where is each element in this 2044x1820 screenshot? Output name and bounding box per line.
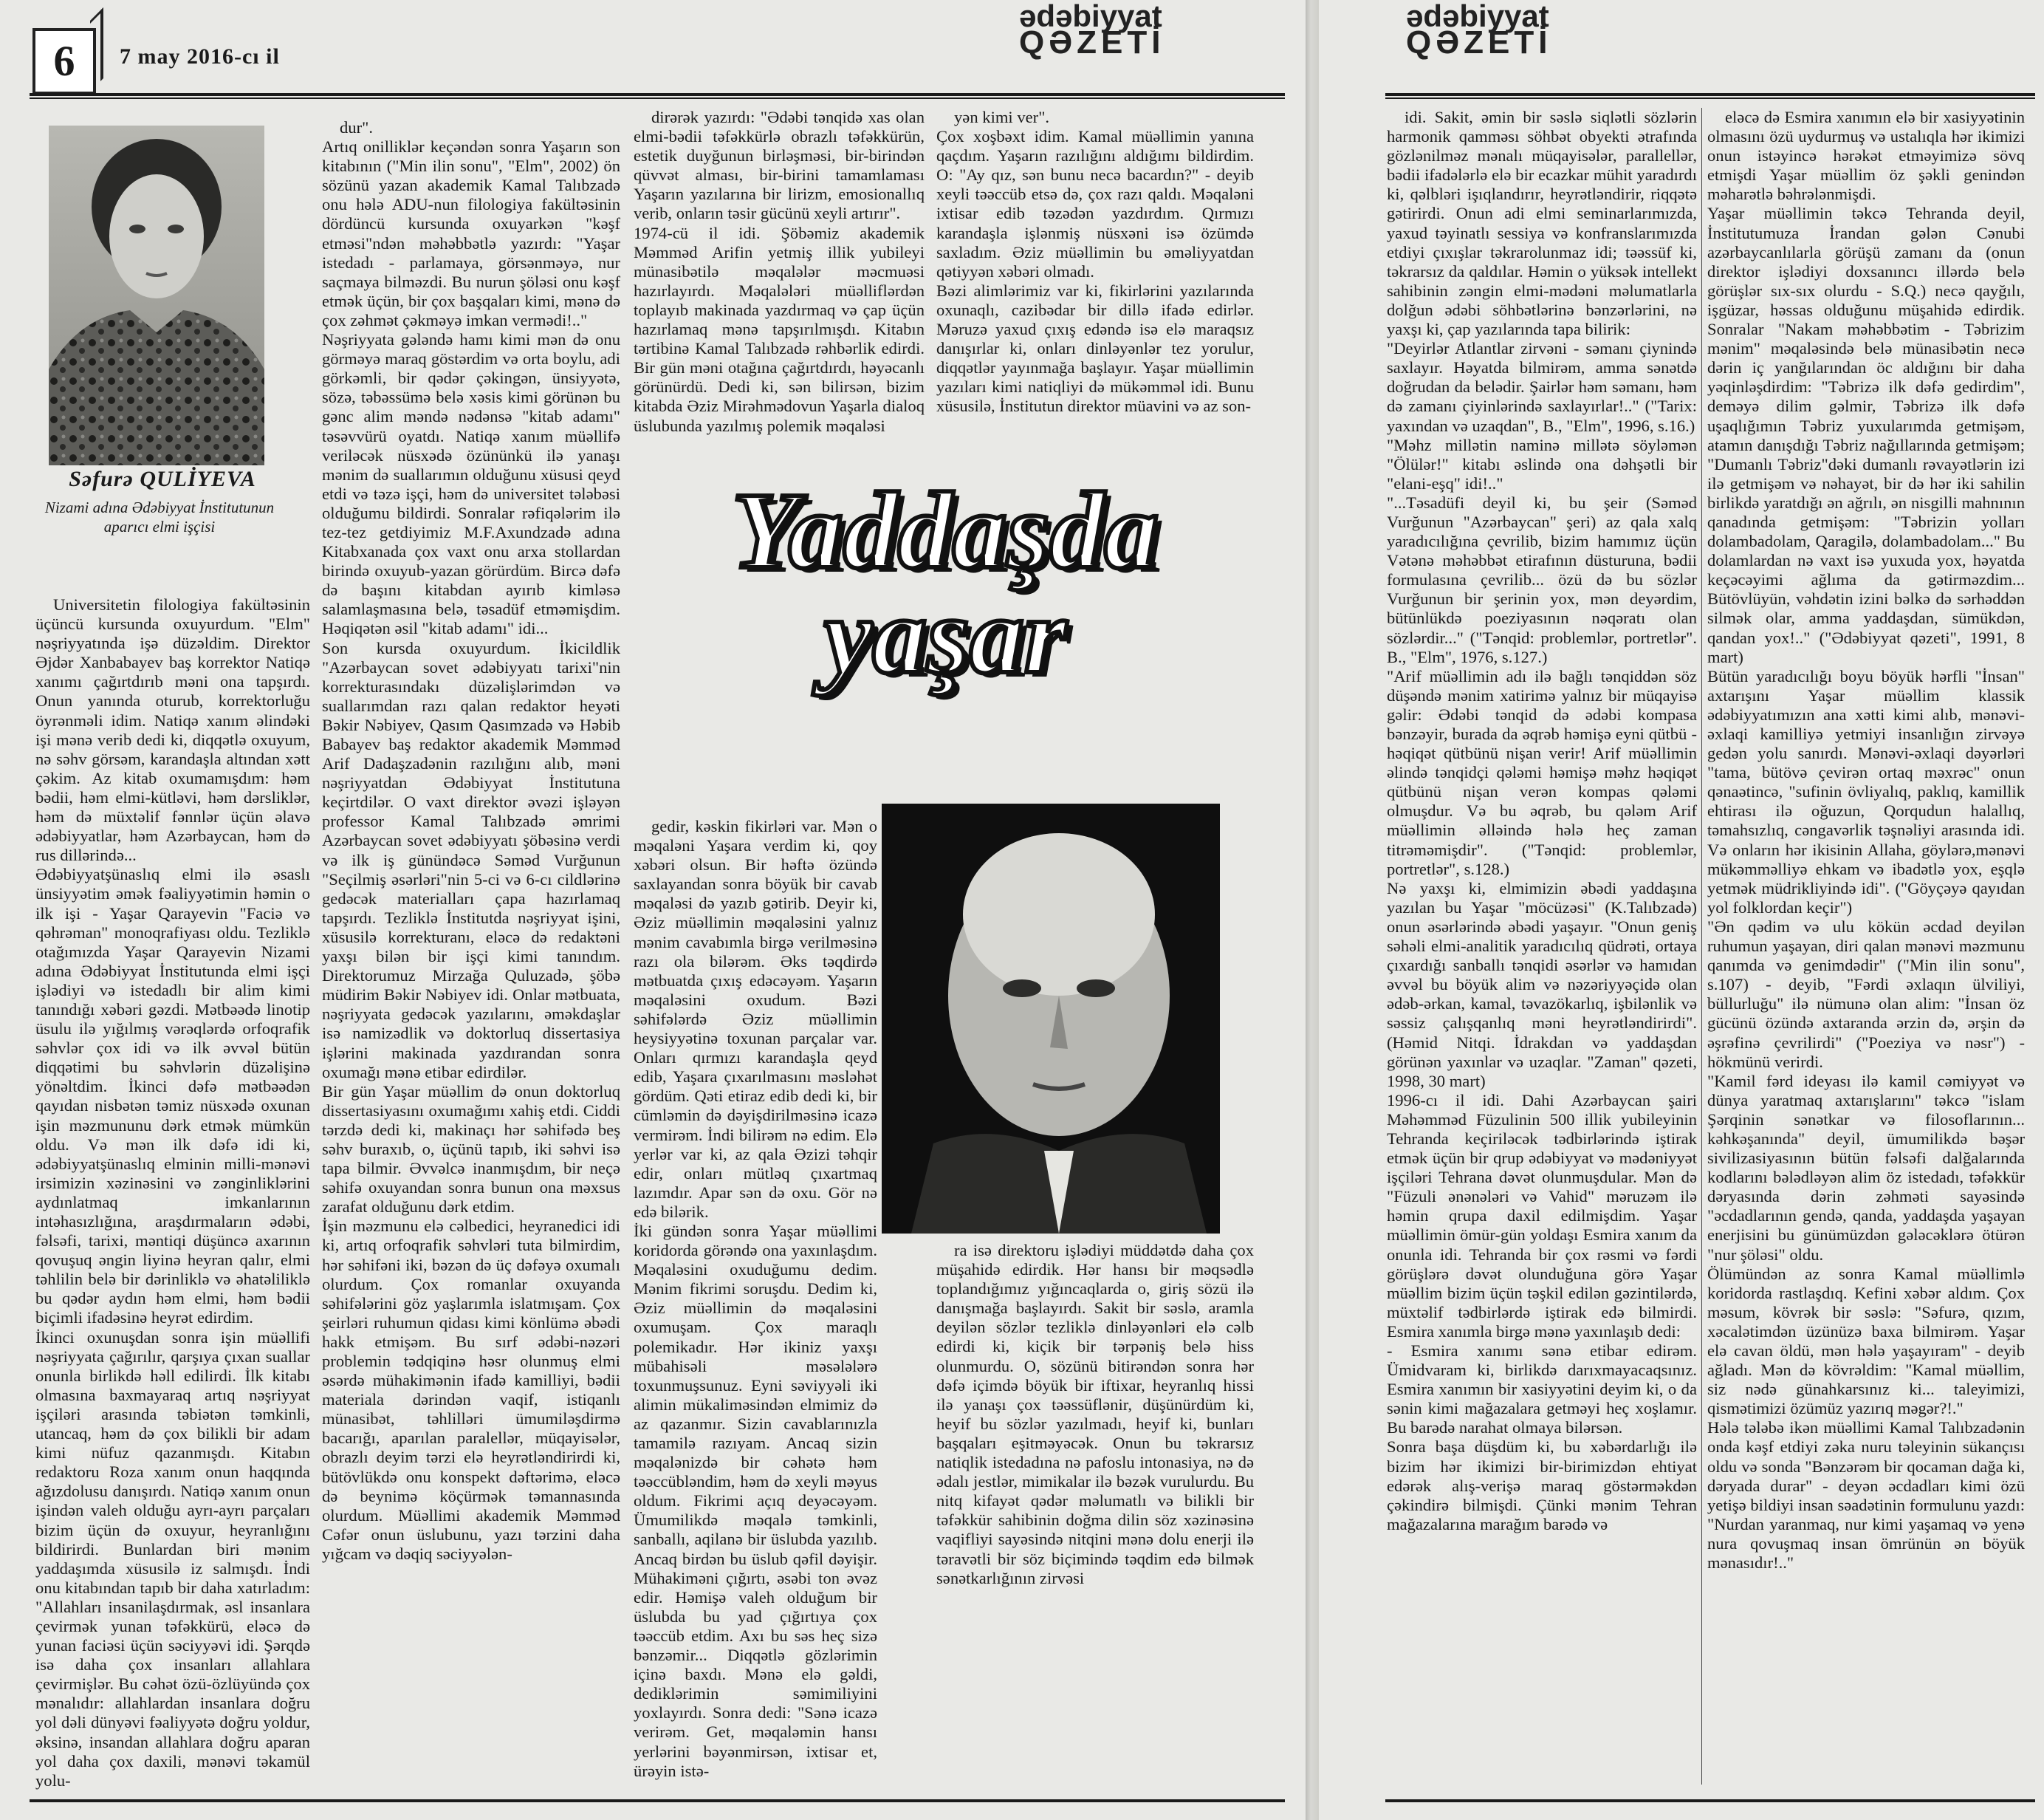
headline-line2: yaşar [823, 575, 1067, 697]
author-role [41, 498, 278, 536]
article-column-1 [35, 595, 310, 1790]
page-gutter [1306, 0, 1319, 1820]
article-column-6 [1707, 108, 2025, 1785]
masthead-logo-right [1406, 0, 1552, 61]
article-column-4-top [936, 108, 1254, 477]
right-newspaper-page [1319, 0, 2044, 1820]
masthead-right-line1: ədəbiyyat [1406, 0, 1549, 33]
masthead-line2: QƏZETİ [1019, 24, 1165, 61]
column-3-top-text: dirərək yazırdı: "Ədəbi tənqidə xas olan elmi-bədii təfəkkürlə obrazlı təfəkkürün, estetik duyğunun birləşməsi, bir-birindən qüvvət alması, bir-birini tamamlaması Yaşarın yazılarına bir lirizm, emosionallıq verib, onların təsir gücünü xeyli artırır". 1974-cü il idi. Şöbəmiz akademik Məmməd Arifin yetmiş illik yubileyi münasibətilə məqalələr məcmuəsi hazırlayırdı. Məqalələri müəlliflərdən toplayıb makinada yazdırmaq və çap üçün hazırlamaq mənə tapşırılmışdı. Kitabın tərtibinə Kamal Talıbzadə rəhbərlik edirdi. Bir gün məni otağına çağırtdırdı, həyəcanlı görünürdü. Dedi ki, sən bilirsən, bizim kitabda Əziz Mirəhmədovun Yaşarla dialoq üslubunda yazılmış polemik məqaləsi [634, 108, 925, 435]
column-1-text: Universitetin filologiya fakültəsinin üçüncü kursunda oxuyurdum. "Elm" nəşriyyatında işə düzəldim. Direktor Əjdər Xanbabayev baş korrektor Natiqə xanımı çağırtdırıb məni ona tapşırdı. Onun yanında oturub, korrektorluğu öyrənməli idim. Natiqə xanım əlindəki işi mənə verib dedi ki, diqqətlə oxuyum, nə səhv görsəm, karandaşla altından xətt çəkim. Az kitab oxumamışdım: həm bədii, həm elmi-kütləvi, həm dərsliklər, həm də müxtəlif fənnlər üçün əlavə ədəbiyyatlar, həm Azərbaycan, həm də rus dillərində... Ədəbiyyatşünaslıq elmi ilə əsaslı ünsiyyətim əmək fəaliyyətimin həmin o ilk işi - Yaşar Qarayevin "Faciə və qəhrəman" monoqrafiyası oldu. Tezliklə otağımızda Yaşar Qarayevin Nizami adına Ədəbiyyat İnstitutunda elmi işçi işlədiyi və istedadlı bir alim kimi tanındığı xəbəri gəzdi. Mətbəədə linotip üsulu ilə yığılmış vərəqlərdə orfoqrafik səhvlər çox idi və ilk əvvəl bütün diqqətimi bu səhvlərin düzəlişinə yönəltdim. İkinci dəfə mətbəədən qayıdan nisbətən təmiz nüsxədə oxunan işin məzmununu dərk etmək mümkün oldu. Və mən ilk dəfə idi ki, ədəbiyyatşünaslıq elminin milli-mənəvi irsimizin xəzinəsini və zənginliklərini aydınlatmaq imkanlarının intəhasızlığına, araşdırmaların ədəbi, fəlsəfi, tarixi, məntiqi düşüncə axarının qovuşuq əngin liyinə heyran qalır, elmi təhlilin belə bir dərinliklə və əhatəliliklə bu qədər aydın həm elmi, həm bədii biçimli ifadəsinə heyrət edirdim. İkinci oxunuşdan sonra işin müəllifi nəşriyyata çağırılır, qarşıya çıxan suallar onunla birlikdə həll edilirdi. İlk kitabı olmasına baxmayaraq artıq nəşriyyat işçiləri arasında təbiətən təmkinli, utancaq, həm də çox bilikli bir adam kimi nüfuz qazanmışdı. Kitabın redaktoru Roza xanım onun haqqında ağızdolusu danışırdı. Natiqə xanım onun işindən valeh olduğu ayrı-ayrı parçaları bizim üçün də oxuyur, heyranlığını bildirirdi. Bunlardan biri mənim yaddaşımda xüsusilə iz salmışdı. İndi onu kitabından tapıb bir daha xatırladım: "Allahları insanilaşdırmak, əsl insanlara çevirmək yunan təfəkkürü, eləcə də yunan faciəsi üçün səciyyəvi idi. Şərqdə isə daha çox insanları allahlara çevirmişlər. Bu cəhət özü-özlüyündə çox mənalıdır: allahlardan insanlara doğru yol dəli dünyəvi fəaliyyətə doğru yoldur, əksinə, insandan allahlara doğru aparan yol daha çox daxili, mənəvi təkamül yolu- [35, 595, 310, 1790]
page-number: 6 [53, 37, 75, 85]
header-rule [30, 93, 1285, 96]
column-6-text: eləcə də Esmira xanımın elə bir xasiyyətinin olmasını özü uydurmuş və ustalıqla hər ikimizi onun istəyincə hərəkət etməyimizə sövq etmişdi Yaşar müəllim öz şəkli genindən məharətlə bəhrələnmişdi. Yaşar müəllimin təkcə Tehranda deyil, İnstitutumuza İrandan gələn Cənubi azərbaycanlılarla görüşü zamanı da (onun direktor işlədiyi doxsanıncı illərdə belə görüşlər sıx-sıx olurdu - S.Q.) necə qayğılı, işgüzar, həssas olduğunu müşahidə edirdik. Sonralar "Nakam məhəbbətim - Təbrizim mənim" məqaləsində belə münasibətin necə dərin iç yanğılarından öc aldığını bir daha yəqinləşdirdim: "Təbrizə ilk dəfə gedirdim", deməyə dilim gəlmir, Təbrizə ilk dəfə uşaqlığımın Təbriz yuxularımda getmişəm, atamın danışdığı Təbriz nağıllarında getmişəm; "Dumanlı Təbriz"dəki dumanlı rəvayətlərin izi ilə getmişəm və nəhayət, bir də hər iki sahilin birlikdə yaratdığı ən ağrılı, ən nisgilli mahnının qanadında getmişəm: "Təbrizin yolları dolambadolam, Qaragilə, dolambadolam..." Bu dolamlardan nə vaxt isə yuxuda yox, həyatda keçəcəyimi ağlıma da gətirməzdim... Bütövlüyün, vəhdətin izini bəlkə də sərhəddən silmək olar, amma yaddaşdan, sümükdən, qandan yox!.." ("Ədəbiyyat qəzeti", 1991, 8 mart) Bütün yaradıcılığı boyu böyük hərfli "İnsan" axtarışını Yaşar müəllim klassik ədəbiyyatımızın ana xətti kimi alıb, mənəvi-əxlaqi kamilliyə yetmiyi insanlığın zirvəyə gedən yolu sanırdı. Mənəvi-əxlaqi dəyərləri "tama, bütövə çevirən ortaq məxrəc" onun qənaətincə, "sufinin övliyalıq, paklıq, kamillik ehtirası ilə oğuzun, Qorqudun halallıq, təmahsızlıq, cəngavərlik təşnəliyi arasında idi. Və onların hər ikisinin Allaha, göylərə,mənəvi mükəmməlliyə ehkam və ibadətlə yox, eşqlə yetmək müdrikliyində idi". ("Göyçəyə qayıdan yol folklordan keçir") "Ən qədim və ulu kökün əcdad deyilən ruhumun yaşayan, diri qalan mənəvi məzmunu qanımda və genimdədir" ("Min ilin sonu", s.107) - deyib, "Fərdi əxlaqın ülviliyi, büllurluğu" ilə nümunə olan alim: "İnsan öz gücünü özündə axtaranda ərzin də, ərşin də əşrəfinə çevrilirdi" ("Poeziya və nəsr") - hökmünü verirdi. "Kamil fərd ideyası ilə kamil cəmiyyət və dünya yaratmaq axtarışlarını" təkcə "islam Şərqinin sənətkar və filosoflarının... kəhkəşanında" deyil, ümumilikdə bəşər sivilizasiyasının bütün fəlsəfi dalğalarında kodlarını bələdləyən alim öz istedadı, təfəkkür dəryasında dərin zəhməti sayəsində "əcdadlarının gendə, qanda, yaddaşda yaşayan enerjisini bu günümüzdən gələcəklərə ötürən "nur şöləsi" oldu. Ölümündən az sonra Kamal müəllimlə koridorda rastlaşdıq. Kefini xəbər aldım. Çox məsum, kövrək bir səslə: "Səfurə, qızım, xəcalətimdən üzünüzə baxa bilmirəm. Yaşar elə cavan öldü, mən hələ yaşayıram" - deyib ağladı. Mən də kövrəldim: "Kamal müəllim, siz nədə günahkarsınız ki... taleyimizi, qismətimizi özümüz yazırıq məgər?!." Hələ tələbə ikən müəllimi Kamal Talıbzadənin onda kəşf etdiyi zəka nuru təleyinin sükançısı oldu və sonda "Bənzərəm bir qocaman dağa ki, dəryada durar" - deyən əcdadları kimi özü yetişə bildiyi insan səadətinin formulunu yazdı: "Nurdan yaranmaq, nur kimi yaşamaq və yenə nura qovuşmaq insan ömrünün ən böyük mənasıdır!.." [1707, 108, 2025, 1573]
column-5-text: idi. Sakit, əmin bir səslə siqlətli sözlərin harmonik qamməsı söhbət obyekti ətrafında gözlənilməz mənalı müqayisələr, parallellər, bədii ifadələrlə elə bir ecazkar mühit yaradırdı ki, qəlbləri işıqlandırır, heyrətləndirir, riqqətə gətirirdi. Onun adi elmi seminarlarımızda, yaxud təyinatlı sessiya və konfranslarımızda etdiyi çıxışlar təkrarolunmaz idi; təəssüf ki, təkrarsız da qaldılar. Həmin o yüksək intellekt sahibinin zəngin elmi-mədəni məlumatlarla dolğun ədəbi söhbətlərinə bənzərlərini, nə yaxşı ki, çap yazılarında tapa bilirik: "Deyirlər Atlantlar zirvəni - səmanı çiynində saxlayır. Həyatda bilmirəm, amma sənətdə doğrudan da belədir. Şairlər həm səmanı, həm də zamanı çiyinlərində saxlayırlar!.." ("Tarix: yaxından və uzaqdan", B., "Elm", 1996, s.16.) "Məhz millətin naminə millətə söyləmən "Ölülər!" kitabı əslində ona dəhşətli bir "elani-eşq" idi!.." "...Təsadüfi deyil ki, bu şeir (Səməd Vurğunun "Azərbaycan" şeri) az qala xalq yaradıcılığına çevrilib, bizim hamımız üçün Vətənə məhəbbət etirafının düsturuna, bədii formulasına çevrilib... özü də bu sözlər Vurğunun bir şerinin yox, mən deyərdim, bütünlükdə poeziyasının nəqəratı olan sözlərdir..." ("Tənqid: problemlər, portretlər". B., "Elm", 1976, s.127.) "Arif müəllimin adı ilə bağlı tənqiddən söz düşəndə mənim xatirimə yalnız bir müqayisə gəlir: Ədəbi tənqid də ədəbi kompasa bənzəyir, burada da əqrəb həmişə eyni qütbü - həqiqət qütbünü nişan verir! Arif müəllimin əlində tənqidçi qələmi həmişə məhz həqiqət qütbünü nişan verən kompas qələmi olmuşdur. Və bu əqrəb, bu qələm Arif müəllimin əlləində hələ heç zaman titrəməmişdir". ("Tənqid: problemlər, portretlər", s.128.) Nə yaxşı ki, elmimizin əbədi yaddaşına yazılan bu Yaşar "möcüzəsi" (K.Talıbzadə) onun əsərlərində əbədi yaşayır. "Onun geniş səhəli elmi-analitik yaradıcılıq qüdrəti, ortaya çıxardığı sanballı tənqidi əsərlər və hamıdan əvvəl bu böyük alim və nəzəriyyəçidə olan ədəb-ərkan, kamal, təvazökarlıq, işbilənlik və səssiz çalışqanlıq məni heyrətləndirirdi". (Həmid Nitqi. İdrakdan və yaddaşdan görünən yaxınlar və uzaqlar. "Zaman" qəzeti, 1998, 30 mart) 1996-cı il idi. Dahi Azərbaycan şairi Məhəmməd Füzulinin 500 illik yubileyinin Tehranda keçiriləcək tədbirlərində iştirak etmək üçün bir qrup ədəbiyyat və mədəniyyət işçiləri Tehrana dəvət olunmuşdular. Mən də "Füzuli ənənələri və Vahid" məruzəm ilə həmin qrupa daxil edilmişdim. Yaşar müəllimin ömür-gün yoldaşı Esmira xanım da onunla idi. Tehranda bir çox rəsmi və fərdi görüşlərə dəvət olunduğuna görə Yaşar müəllim bizim üçün təşkil edilən gəzintilərdə, müxtəlif tədbirlərdə iştirak edə bilmirdi. Esmira xanımla birgə mənə yaxınlaşıb dedi: - Esmira xanımı sənə etibar edirəm. Ümidvaram ki, birlikdə darıxmayacaqsınız. Esmira xanımın bir xasiyyətini deyim ki, o da sənin kimi mağazalara getməyi heç xoşlamır. Bu barədə narahat olmaya bilərsən. Sonra başa düşdüm ki, bu xəbərdarlığı ilə bizim hər ikimizi bir-birimizdən ehtiyat edərək alış-verişə maraq göstərməkdən çəkindirə bilmişdi. Çünki mənim Tehran mağazalarına marağım barədə və [1387, 108, 1697, 1533]
column-divider [1701, 108, 1702, 1785]
masthead-line1: ədəbiyyat [1019, 0, 1162, 33]
article-column-2 [322, 118, 620, 1777]
header-rule-thin [30, 98, 1285, 99]
headline-line1: Yaddaşda [731, 471, 1159, 592]
author-role-line1: Nizami adına Ədəbiyyat İnstitutunun [44, 499, 275, 516]
masthead-right-line2: QƏZETİ [1406, 24, 1552, 61]
column-3-bottom-text: gedir, kəskin fikirləri var. Mən o məqaləni Yaşara verdim ki, qoy xəbəri olsun. Bir həftə özündə saxlayandan sonra böyük bir cavab məqaləsi də yazıb gətirib. Deyir ki, Əziz müəllimin məqaləsini yalnız mənim cavabımla birgə verilməsinə razı ola bilərəm. Əks təqdirdə mətbuatda çıxış edəcəyəm. Yaşarın məqaləsini oxudum. Bəzi səhifələrdə Əziz müəllimin heysiyyətinə toxunan parçalar var. Onları qırmızı karandaşla qeyd edib, Yaşara çıxarılmasını məsləhət gördüm. Qəti etiraz edib dedi ki, bir cümləmin də dəyişdirilməsinə icazə vermirəm. İndi bilirəm nə edim. Elə yerlər var ki, az qala Əzizi təhqir edir, onları mütləq çıxartmaq lazımdır. Apar sən də oxu. Gör nə edə bilərik. İki gündən sonra Yaşar müəllimi koridorda görəndə ona yaxınlaşdım. Məqaləsini oxuduğumu dedim. Mənim fikrimi soruşdu. Dedim ki, Əziz müəllimin də məqaləsini oxumuşam. Çox maraqlı polemikadır. Hər ikiniz yaxşı mübahisəli məsələlərə toxunmuşsunuz. Eyni səviyyəli iki alimin mükaliməsindən elmimiz də az qazanmır. Sizin cavablarınızla tamamilə razıyam. Ancaq sizin məqalənizdə bir cəhətə həm təəccübləndim, həm də xeyli məyus oldum. Fikrimi açıq deyəcəyəm. Ümumilikdə məqalə təmkinli, sanballı, aqilanə bir üslubda yazılıb. Ancaq birdən bu üslub qəfil dəyişir. Mühakiməni çığırtı, əsəbi ton əvəz edir. Həmişə valeh olduğum bir üslubda bu yad çığırtıya çox təəccüb etdim. Axı bu səs heç sizə bənzəmir... Diqqətlə gözlərimin içinə baxdı. Mənə elə gəldi, dediklərimin səmimiliyini yoxlayırdı. Sonra dedi: "Sənə icazə verirəm. Get, məqaləmin hansı yerlərini bəyənmirsən, ixtisar et, ürəyin istə- [634, 817, 877, 1780]
footer-rule [30, 1799, 1285, 1802]
issue-date: 7 may 2016-cı il [120, 44, 280, 69]
article-column-5 [1387, 108, 1697, 1785]
author-name: Səfurə QULİYEVA [69, 467, 256, 491]
column-4-top-text: yən kimi ver". Çox xoşbəxt idim. Kamal müəllimin yanına qaçdım. Yaşarın razılığını aldığımı bildirdim. O: "Ay qız, sən bunu necə bacardın?" - deyib xeyli təəccüb etsə də, çox razı qaldı. Məqaləni ixtisar edib təzədən yazdırdım. Qırmızı karandaşla işlənmiş nüsxəni isə özümdə saxladım. Əziz müəllimin bu əməliyyatdan qətiyyən xəbəri olmadı. Bəzi alimlərimiz var ki, fikirlərini yazılarında oxunaqlı, cazibədar bir dillə ifadə edirlər. Məruzə yaxud çıxış edəndə isə elə maraqsız danışırlar ki, onları dinləyənlər tez yorulur, diqqətlər yayınmağa başlayır. Yaşar müəllimin yazıları kimi natiqliyi də mükəmməl idi. Bunu xüsusilə, İnstitutun direktor müavini və az son- [936, 108, 1254, 416]
masthead-logo [1019, 0, 1165, 61]
article-column-3-bottom [634, 817, 877, 1780]
column-2-text: dur". Artıq onilliklər keçəndən sonra Yaşarın son kitabının ("Min ilin sonu", "Elm", 2002) ön sözünü yazan akademik Kamal Talıbzadə onu hələ ADU-nun filologiya fakültəsinin dördüncü kursunda oxuyarkən "kəşf etməsi"ndən məhəbbətlə yazırdı: "Yaşar istedadı - parlamaya, görsənməyə, nur saçmaya bilməzdi. Bu nurun şöləsi onu kəşf etmək üçün, bir çox başqaları kimi, mənə də çox zəhmət çəkməyə imkan vermədi!.." Nəşriyyata gələndə hamı kimi mən də onu görməyə maraq göstərdim və orta boylu, adi görkəmli, bir qədər çəkingən, ünsiyyətə, sözə, təbəssümə belə xəsis kimi görünən bu gənc alim məndə nədənsə "kitab adamı" təsəvvürü oyatdı. Natiqə xanım müəllifə veriləcək nüsxədə özününkü ilə yanaşı mənim də suallarımın olduğunu xüsusi qeyd etdi və təzə işçi, həm də universitet tələbəsi olduğumu bildirdi. Sonralar rəfiqələrim ilə tez-tez getdiyimiz M.F.Axundzadə adına Kitabxanada çox vaxt onu arxa stollardan birində oxuyub-yazan görürdüm. Bircə dəfə də başını kitabdan ayırıb kimləsə salamlaşmasına belə, təsadüf etməmişdim. Həqiqətən əsil "kitab adamı" idi... Son kursda oxuyurdum. İkicildlik "Azərbaycan sovet ədəbiyyatı tarixi"nin korrekturasındakı düzəlişlərimdən və suallarımdan razı qalan redaktor heyəti Bəkir Nəbiyev, Qasım Qasımzadə və Həbib Babayev baş redaktor akademik Məmməd Arif Dadaşzadənin razılığını alıb, məni nəşriyyatdan Ədəbiyyat İnstitutuna keçirtdilər. O vaxt direktor əvəzi işləyən professor Kamal Talıbzadə əmrimi Azərbaycan sovet ədəbiyyatı şöbəsinə verdi və ilk iş günündəcə Səməd Vurğunun "Seçilmiş əsərləri"nin 5-ci və 6-cı cildlərinə gedəcək materialları çapa hazırlamaq tapşırdı. Tezliklə İnstitutda nəşriyyat işini, xüsusilə korrekturanı, eləcə də redaktəni yaxşı bilən bir işçi kimi tanındım. Direktorumuz Mirzağa Quluzadə, şöbə müdirim Bəkir Nəbiyev idi. Onlar mətbuata, nəşriyyata gedəcək yazılarını, əməkdaşlar isə namizədlik və doktorluq dissertasiya işlərini makinada yazdırandan sonra oxumağı mənə etibar edirdilər. Bir gün Yaşar müəllim də onun doktorluq dissertasiyasını oxumağımı xahiş etdi. Ciddi tərzdə dedi ki, makinaçı hər səhifədə beş səhv buraxıb, o, üçünü tapıb, iki səhvi isə tapa bilmir. Əvvəlcə inanmışdım, bir neçə səhifə oxuyandan sonra bunun ona məxsus zarafat olduğunu dərk etdim. İşin məzmunu elə cəlbedici, heyranedici idi ki, artıq orfoqrafik səhvləri tuta bilmirdim, hər səhifəni iki, bəzən də üç dəfəyə oxumalı olurdum. Çox romanlar oxuyanda səhifələrini göz yaşlarımla islatmışam. Çox şeirləri ruhumun qidası kimi könlümə əbədi hakk etmişəm. Bu sırf ədəbi-nəzəri problemin tədqiqinə həsr olunmuş elmi əsərdə mühakimənin ifadə kamilliyi, bədii materiala dərindən vaqif, istiqanlı münasibət, təhlilləri ümumiləşdirmə bacarığı, aparılan paralellər, müqayisələr, obrazlı deyim tərzi elə heyrətləndirirdi ki, bütövlükdə onu konspekt dəftərimə, eləcə də beynimə köçürmək təmannasında olurdum. Müəllimi akademik Məmməd Cəfər onun üslubunu, yazı tərzini daha yığcam və dəqiq səciyyələn- [322, 118, 620, 1563]
page-number-box [32, 28, 96, 95]
subject-photo [882, 804, 1220, 1234]
footer-rule-right [1385, 1799, 2035, 1802]
article-column-3-top [634, 108, 925, 477]
column-4-bottom-text: ra isə direktoru işlədiyi müddətdə daha çox müşahidə edirdik. Hər hansı bir məqsədlə toplandığımız yığıncaqlarda o, giriş sözü ilə danışmağa başlayırdı. Sakit bir səslə, aramla deyilən sözlər tezliklə dinləyənləri elə cəlb edirdi ki, kiçik bir tərpəniş belə hiss olunmurdu. O, sözünü bitirəndən sonra hər dəfə içimdə böyük bir iftixar, heyranlıq hissi ilə yanaşı çox təəssüflənir, düşünürdüm ki, heyif bu sözlər yazılmadı, heyif ki, bunları başqaları eşitməyəcək. Onun bu təkrarsız natiqlik istedadına nə pafoslu intonasiya, nə də ədalı jestlər, mimikalar ilə bəzək vurulurdu. Bu nitq kifayət qədər məlumatlı və bilikli bir təfəkkür sahibinin doğma dilin söz xəzinəsinə vaqifliyi sayəsində nitqini mənə dolu enerji ilə təravətli bir söz biçimində təqdim edə bilmək sənətkarlığının zirvəsi [936, 1241, 1254, 1587]
author-role-line2: aparıcı elmi işçisi [103, 518, 216, 536]
header-rule-thin-right [1385, 98, 2035, 99]
header-rule-right [1385, 93, 2035, 96]
article-headline [651, 471, 1239, 697]
author-portrait [49, 126, 264, 465]
article-column-4-bottom [936, 1241, 1254, 1777]
